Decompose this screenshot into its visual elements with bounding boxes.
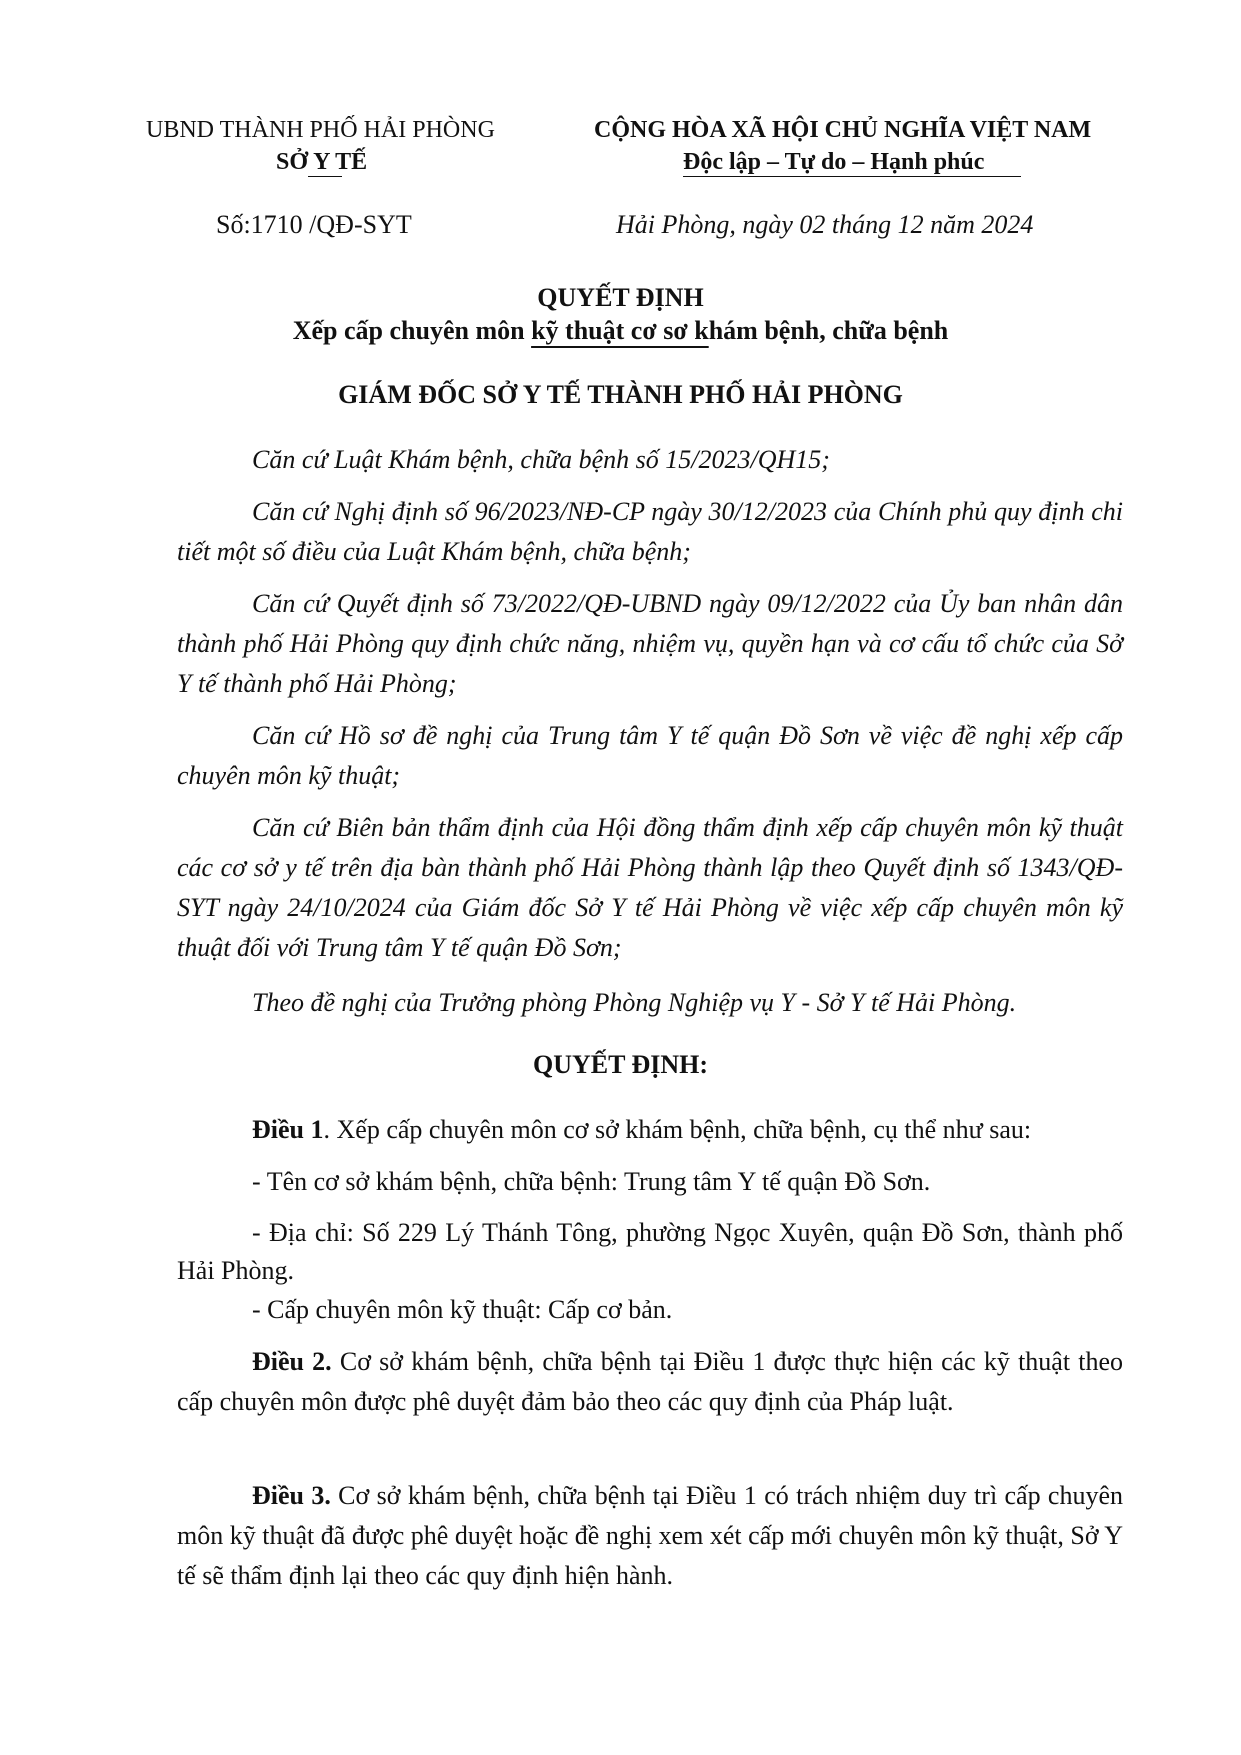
article-1-text: . Xếp cấp chuyên môn cơ sở khám bệnh, chữa bệnh, cụ thể như sau: (323, 1115, 1032, 1144)
issuing-authority: GIÁM ĐỐC SỞ Y TẾ THÀNH PHỐ HẢI PHÒNG (338, 380, 903, 409)
facility-address: - Địa chỉ: Số 229 Lý Thánh Tông, phường Ngọc Xuyên, quận Đồ Sơn, thành phố Hải Phòng. (177, 1218, 1123, 1285)
article-1 (177, 1110, 1123, 1150)
facility-level: - Cấp chuyên môn kỹ thuật: Cấp cơ bản. (252, 1295, 673, 1324)
subject-part-1: Xếp cấp chuyên môn (292, 316, 532, 345)
facility-name: - Tên cơ sở khám bệnh, chữa bệnh: Trung tâm Y tế quận Đồ Sơn. (252, 1167, 931, 1196)
decision-heading: QUYẾT ĐỊNH: (532, 1050, 709, 1079)
article-2-text: Cơ sở khám bệnh, chữa bệnh tại Điều 1 được thực hiện các kỹ thuật theo cấp chuyên môn được phê duyệt đảm bảo theo các quy định của Pháp luật. (177, 1347, 1124, 1416)
subject-part-2: hám bệnh, chữa bệnh (708, 316, 949, 345)
document-number: Số:1710 /QĐ-SYT (216, 210, 412, 239)
basis-item: Căn cứ Quyết định số 73/2022/QĐ-UBND ngày 09/12/2022 của Ủy ban nhân dân thành phố Hải Phòng quy định chức năng, nhiệm vụ, quyền hạn và cơ cấu tổ chức của Sở Y tế thành phố Hải Phòng; (177, 589, 1123, 698)
basis-item: Căn cứ Biên bản thẩm định của Hội đồng thẩm định xếp cấp chuyên môn kỹ thuật các cơ sở y tế trên địa bàn thành phố Hải Phòng thành lập theo Quyết định số 1343/QĐ-SYT ngày 24/10/2024 của Giám đốc Sở Y tế Hải Phòng về việc xếp cấp chuyên môn kỹ thuật đối với Trung tâm Y tế quận Đồ Sơn; (177, 813, 1123, 962)
nation-name: CỘNG HÒA XÃ HỘI CHỦ NGHĨA VIỆT NAM (594, 117, 1092, 143)
agency-name: SỞ Y TẾ (276, 149, 368, 175)
article-3-label: Điều 3. (252, 1481, 331, 1510)
agency-underline (308, 176, 342, 177)
document-subject (0, 316, 1241, 346)
subject-part-underlined: kỹ thuật cơ sơ k (531, 316, 709, 345)
basis-item: Căn cứ Hồ sơ đề nghị của Trung tâm Y tế quận Đồ Sơn về việc đề nghị xếp cấp chuyên môn kỹ thuật; (177, 721, 1123, 790)
basis-item: Căn cứ Luật Khám bệnh, chữa bệnh số 15/2023/QH15; (252, 445, 830, 474)
document-type: QUYẾT ĐỊNH (537, 283, 704, 312)
article-1-label: Điều 1 (252, 1115, 324, 1144)
article-3-text: Cơ sở khám bệnh, chữa bệnh tại Điều 1 có trách nhiệm duy trì cấp chuyên môn kỹ thuật đã được phê duyệt hoặc đề nghị xem xét cấp mới chuyên môn kỹ thuật, Sở Y tế sẽ thẩm định lại theo các quy định hiện hành. (177, 1481, 1123, 1590)
article-2-label: Điều 2. (252, 1347, 332, 1376)
place-date: Hải Phòng, ngày 02 tháng 12 năm 2024 (616, 210, 1034, 239)
motto-underline (683, 176, 1021, 177)
article-2 (177, 1342, 1123, 1422)
basis-item: Căn cứ Nghị định số 96/2023/NĐ-CP ngày 30/12/2023 của Chính phủ quy định chi tiết một số điều của Luật Khám bệnh, chữa bệnh; (177, 497, 1123, 566)
agency-parent: UBND THÀNH PHỐ HẢI PHÒNG (146, 117, 495, 143)
article-3 (177, 1476, 1123, 1596)
national-motto: Độc lập – Tự do – Hạnh phúc (683, 149, 985, 175)
basis-item: Theo đề nghị của Trưởng phòng Phòng Nghiệp vụ Y - Sở Y tế Hải Phòng. (252, 988, 1017, 1017)
